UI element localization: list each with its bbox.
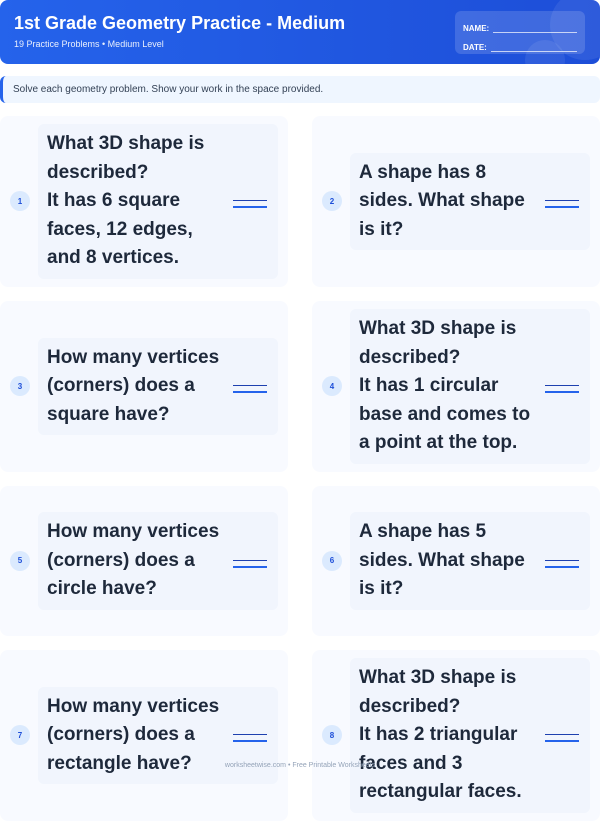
question-box [38, 338, 278, 436]
question-box [350, 512, 590, 610]
answer-blank[interactable] [545, 200, 579, 208]
problem-number-badge: 5 [10, 551, 30, 571]
question-text: A shape has 8 sides. What shape is it? [359, 161, 525, 240]
question-text: What 3D shape is described? It has 1 circular base and comes to a point at the top. [359, 317, 531, 454]
question-text: A shape has 5 sides. What shape is it? [359, 521, 525, 600]
question-text: What 3D shape is described? It has 2 triangular faces and 3 rectangular faces. [359, 666, 522, 803]
problem-number-badge: 1 [10, 191, 30, 211]
question-box [350, 153, 590, 251]
problem-card [312, 486, 600, 636]
worksheet-header [0, 0, 600, 64]
footer: worksheetwise.com • Free Printable Worksheets [224, 762, 376, 769]
answer-blank[interactable] [545, 734, 579, 742]
name-label: NAME: [463, 24, 490, 33]
answer-blank[interactable] [545, 385, 579, 393]
question-box [38, 124, 278, 279]
question-text: How many vertices (corners) does a circle have? [47, 521, 220, 600]
problem-number-badge: 7 [10, 725, 30, 745]
problem-card [312, 301, 600, 472]
question-text: How many vertices (corners) does a square have? [47, 346, 220, 425]
problem-card [312, 116, 600, 287]
problem-card [0, 486, 288, 636]
answer-blank[interactable] [233, 385, 267, 393]
question-box [350, 309, 590, 464]
problem-card [0, 650, 288, 821]
problem-number-badge: 4 [322, 376, 342, 396]
question-box [350, 658, 590, 813]
date-field[interactable] [491, 44, 577, 52]
question-text: How many vertices (corners) does a rectangle have? [47, 695, 220, 774]
instructions: Solve each geometry problem. Show your work in the space provided. [0, 76, 600, 103]
name-date-box [455, 11, 585, 54]
question-text: What 3D shape is described? It has 6 square faces, 12 edges, and 8 vertices. [47, 133, 205, 269]
answer-blank[interactable] [233, 560, 267, 568]
date-label: DATE: [463, 43, 487, 52]
problem-grid [0, 116, 600, 821]
problem-card [0, 301, 288, 472]
answer-blank[interactable] [233, 734, 267, 742]
name-field[interactable] [493, 25, 577, 33]
answer-blank[interactable] [545, 560, 579, 568]
problem-number-badge: 6 [322, 551, 342, 571]
question-box [38, 512, 278, 610]
answer-blank[interactable] [233, 200, 267, 208]
problem-card [312, 650, 600, 821]
page-title: 1st Grade Geometry Practice - Medium [14, 13, 346, 33]
problem-number-badge: 8 [322, 725, 342, 745]
problem-number-badge: 2 [322, 191, 342, 211]
problem-number-badge: 3 [10, 376, 30, 396]
page-subtitle: 19 Practice Problems • Medium Level [14, 39, 164, 49]
question-box [38, 687, 278, 785]
problem-card [0, 116, 288, 287]
